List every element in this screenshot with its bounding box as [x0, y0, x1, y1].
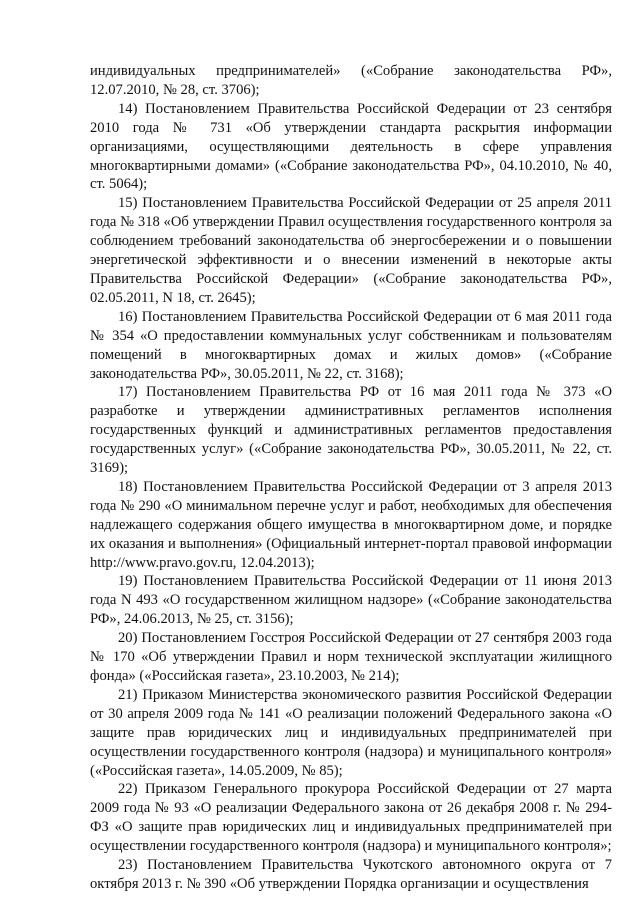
list-item-17: 17) Постановлением Правительства РФ от 16 мая 2011 года № 373 «О разработке и утверждении административных регламентов исполнения государственных функций и административных регламентов предоставления государственных услуг» («Собрание законодательства РФ», 30.05.2011, № 22, ст. 3169);: [90, 384, 612, 477]
list-item-15: 15) Постановлением Правительства Российской Федерации от 25 апреля 2011 года № 318 «Об утверждении Правил осуществления государственного контроля за соблюдением требований законодательства об энергосбережении и о повышении энергетической эффективности и о внесении изменений в некоторые акты Правительства Российской Федерации» («Собрание законодательства РФ», 02.05.2011, N 18, ст. 2645);: [90, 195, 612, 306]
list-item-20: 20) Постановлением Госстроя Российской Федерации от 27 сентября 2003 года № 170 «Об утверждении Правил и норм технической эксплуатации жилищного фонда» («Российская газета», 23.10.2003, № 214);: [90, 630, 612, 684]
list-item-23: 23) Постановлением Правительства Чукотского автономного округа от 7 октября 2013 г. № 390 «Об утверждении Порядка организации и осуществления: [90, 857, 612, 892]
list-item-21: 21) Приказом Министерства экономического развития Российской Федерации от 30 апреля 2009 года № 141 «О реализации положений Федерального закона «О защите прав юридических лиц и индивидуальных предпринимателей при осуществлении государственного контроля (надзора) и муниципального контроля» («Российская газета», 14.05.2009, № 85);: [90, 686, 612, 779]
paragraph-continuation: индивидуальных предпринимателей» («Собрание законодательства РФ», 12.07.2010, № 28, ст. 3706);: [90, 63, 612, 98]
list-item-22: 22) Приказом Генерального прокурора Российской Федерации от 27 марта 2009 года № 93 «О реализации Федерального закона от 26 декабря 2008 г. № 294-ФЗ «О защите прав юридических лиц и индивидуальных предпринимателей при осуществлении государственного контроля (надзора) и муниципального контроля»;: [90, 781, 612, 855]
list-item-19: 19) Постановлением Правительства Российской Федерации от 11 июня 2013 года N 493 «О государственном жилищном надзоре» («Собрание законодательства РФ», 24.06.2013, № 25, ст. 3156);: [90, 573, 612, 628]
document-body: [90, 62, 612, 894]
list-item-16: 16) Постановлением Правительства Российской Федерации от 6 мая 2011 года № 354 «О предоставлении коммунальных услуг собственникам и пользователям помещений в многоквартирных домах и жилых домов» («Собрание законодательства РФ», 30.05.2011, № 22, ст. 3168);: [90, 308, 612, 382]
list-item-14: 14) Постановлением Правительства Российской Федерации от 23 сентября 2010 года № 731 «Об утверждении стандарта раскрытия информации организациями, осуществляющими деятельность в сфере управления многоквартирными домами» («Собрание законодательства РФ», 04.10.2010, № 40, ст. 5064);: [90, 100, 612, 193]
list-item-18: 18) Постановлением Правительства Российской Федерации от 3 апреля 2013 года № 290 «О минимальном перечне услуг и работ, необходимых для обеспечения надлежащего содержания общего имущества в многоквартирном доме, и порядке их оказания и выполнения» (Официальный интернет-портал правовой информации http://www.pravo.gov.ru, 12.04.2013);: [90, 478, 612, 571]
